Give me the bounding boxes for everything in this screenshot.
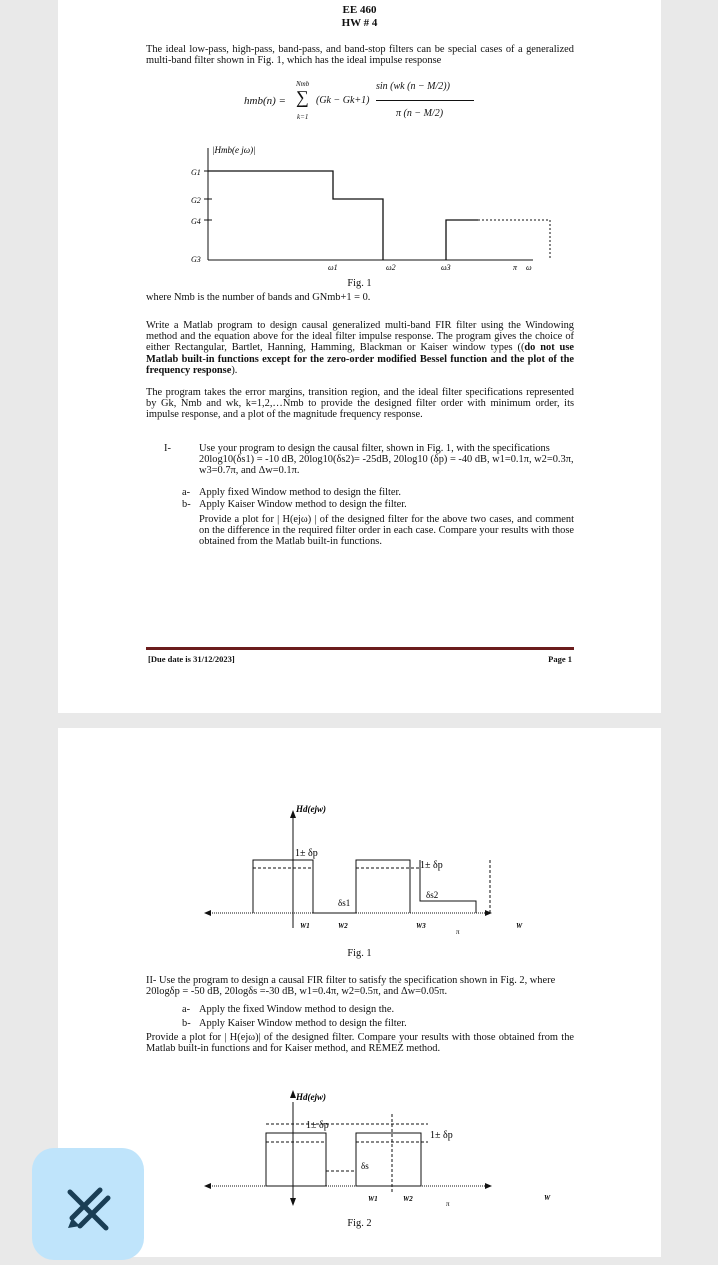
figA-tick-w3: W3	[416, 922, 426, 930]
item1b-label: b-	[182, 499, 191, 510]
fig1-tick-omega: ω	[526, 263, 532, 272]
item1-note: Provide a plot for | H(ejω) | of the designed filter for the above two cases, and comment on the difference in the required filter order in each case. Compare your results with those obtained from the Matlab built-in functions.	[199, 514, 574, 548]
item2b-label: b-	[182, 1018, 191, 1029]
fig1-ylabel: |Hmb(e jω)|	[212, 145, 256, 155]
figA-tick-w2: W2	[338, 922, 348, 930]
program-paragraph-bold: do not use Matlab built-in functions except for the zero-order modified Bessel function and the plot of the frequency response	[146, 342, 574, 376]
formula-sum-bottom: k=1	[297, 113, 309, 121]
where-text: where Nmb is the number of bands and GNmb+1 = 0.	[146, 292, 371, 303]
fig1-level-g2: G2	[191, 196, 201, 205]
figB-caption: Fig. 2	[347, 1218, 372, 1229]
bandstop-spec-figure	[198, 1086, 551, 1211]
course-code: EE 460	[342, 4, 377, 16]
fig1-level-g1: G1	[191, 168, 201, 177]
multiband-filter-figure	[178, 140, 538, 275]
figA-label-dp1: 1± δp	[295, 848, 318, 859]
edit-pen-icon	[32, 1148, 144, 1260]
formula-sum-top: Nmb	[296, 80, 310, 88]
item1-label: I-	[164, 443, 171, 454]
item2a-text: Apply the fixed Window method to design the.	[199, 1004, 395, 1015]
item2a-label: a-	[182, 1004, 191, 1015]
formula-fraction-bar	[376, 100, 474, 101]
fig1-tick-w1: ω1	[328, 263, 338, 272]
figA-label-ds1: δs1	[338, 898, 351, 908]
fig1-response-left	[208, 171, 383, 260]
item2-text: II- Use the program to design a causal FIR filter to satisfy the specification shown in Fig. 2, where 20logδp = -50 dB, 20logδs =-30 dB, w1=0.4π, w2=0.5π, and Δw=0.05π.	[146, 975, 556, 998]
formula-term: (Gk − Gk+1)	[316, 95, 370, 106]
impulse-response-formula	[244, 76, 484, 132]
figB-tick-w1: W1	[368, 1195, 378, 1203]
footer-page-number: Page 1	[548, 654, 572, 664]
intro-paragraph: The ideal low-pass, high-pass, band-pass, and band-stop filters can be special cases of a generalized multi-band filter shown in Fig. 1, which has the ideal impulse response	[146, 44, 574, 67]
figB-passband-left	[266, 1133, 326, 1186]
program-paragraph-end: ).	[231, 364, 238, 376]
homework-number: HW # 4	[341, 17, 378, 29]
figA-label-ds2: δs2	[426, 890, 439, 900]
figB-tick-w: W	[544, 1194, 551, 1202]
figB-label-dp2: 1± δp	[430, 1130, 453, 1141]
figA-ylabel: Hd(ejw)	[296, 804, 326, 814]
document-page-1	[58, 0, 661, 713]
figA-tick-w: W	[516, 922, 523, 930]
fig1-tick-pi: π	[513, 263, 518, 272]
fig1-level-g3: G3	[191, 255, 201, 264]
fig1-response-right	[446, 220, 478, 260]
formula-lhs: hmb(n) =	[244, 95, 286, 107]
fig1-tick-w2: ω2	[386, 263, 396, 272]
figA-caption: Fig. 1	[347, 948, 372, 959]
fig1-level-g4: G4	[191, 217, 201, 226]
item1a-label: a-	[182, 487, 191, 498]
figA-label-dp2: 1± δp	[420, 860, 443, 871]
item2-note: Provide a plot for | H(ejω)| of the designed filter. Compare your results with those obtained from the Matlab built-in functions and for Kaiser method, and REMEZ method.	[146, 1032, 574, 1055]
bandpass-spec-figure	[198, 798, 523, 938]
figA-x-arrow-right	[485, 910, 492, 916]
document-page-2	[58, 728, 661, 1257]
item1b-text: Apply Kaiser Window method to design the filter.	[199, 499, 407, 510]
program-paragraph	[146, 320, 574, 376]
figB-x-arrow-left	[204, 1183, 211, 1189]
formula-sigma: ∑	[296, 87, 309, 107]
figB-label-dp1: 1± δp	[306, 1120, 329, 1131]
figB-tick-w2: W2	[403, 1195, 413, 1203]
footer-rule	[146, 647, 574, 650]
fig1-caption: Fig. 1	[347, 278, 372, 289]
formula-denominator: π (n − M/2)	[396, 108, 444, 119]
figB-y-arrow-down	[290, 1198, 296, 1206]
specs-paragraph: The program takes the error margins, transition region, and the ideal filter specifications represented by Gk, Nmb and wk, k=1,2,…Nmb to provide the designed filter order with minimum order, its impulse response, and a plot of the magnitude frequency response.	[146, 387, 574, 421]
figB-x-arrow-right	[485, 1183, 492, 1189]
item2b-text: Apply Kaiser Window method to design the filter.	[199, 1018, 407, 1029]
fig1-tick-w3: ω3	[441, 263, 451, 272]
figA-tick-pi: π	[456, 928, 460, 936]
footer-due-date: [Due date is 31/12/2023]	[148, 654, 235, 664]
edit-button[interactable]	[32, 1148, 144, 1260]
figB-passband-right	[356, 1133, 421, 1186]
item1-text: Use your program to design the causal filter, shown in Fig. 1, with the specifications 20log10(δs1) = -10 dB, 20log10(δs2)= -25dB, 20log10 (δp) = -40 dB, w1=0.1π, w2=0.3π, w3=0.7π, and Δw=0.1π.	[199, 443, 574, 477]
figA-x-arrow-left	[204, 910, 211, 916]
formula-numerator: sin (wk (n − M/2))	[376, 81, 450, 92]
figB-label-ds: δs	[361, 1161, 369, 1171]
figA-tick-w1: W1	[300, 922, 310, 930]
program-paragraph-text: Write a Matlab program to design causal generalized multi-band FIR filter using the Windowing method and the equation above for the ideal filter impulse response. The program gives the choice of either Rectangular, Bartlet, Hanning, Hamming, Blackman or Kaiser window types ((	[146, 320, 574, 354]
figB-tick-pi: π	[446, 1200, 450, 1208]
figB-ylabel: Hd(ejw)	[296, 1092, 326, 1102]
item1a-text: Apply fixed Window method to design the filter.	[199, 487, 401, 498]
